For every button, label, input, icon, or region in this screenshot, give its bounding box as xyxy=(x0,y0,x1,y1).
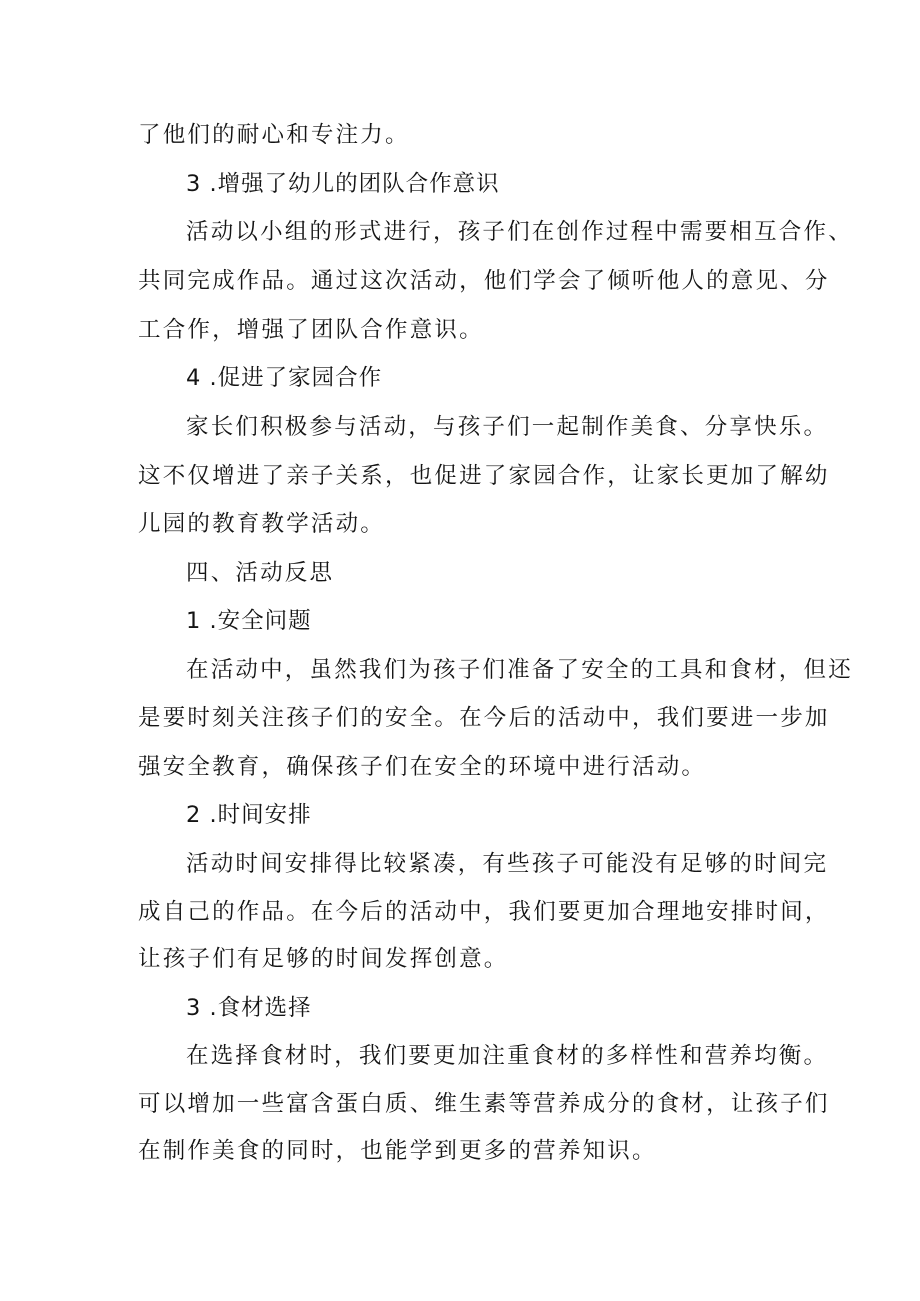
chapter-heading: 四、活动反思 xyxy=(186,560,335,586)
section-heading: 3 .食材选择 xyxy=(186,995,312,1021)
paragraph-line: 活动时间安排得比较紧凑，有些孩子可能没有足够的时间完 xyxy=(186,851,829,877)
paragraph-line: 可以增加一些富含蛋白质、维生素等营养成分的食材，让孩子们 xyxy=(138,1091,830,1117)
paragraph-line: 让孩子们有足够的时间发挥创意。 xyxy=(138,946,509,972)
paragraph-line: 在选择食材时，我们要更加注重食材的多样性和营养均衡。 xyxy=(186,1043,829,1069)
section-heading: 2 .时间安排 xyxy=(186,802,312,828)
paragraph-line: 是要时刻关注孩子们的安全。在今后的活动中，我们要进一步加 xyxy=(138,705,830,731)
paragraph-line: 成自己的作品。在今后的活动中，我们要更加合理地安排时间， xyxy=(138,899,830,925)
section-heading: 3 .增强了幼儿的团队合作意识 xyxy=(186,171,500,197)
paragraph-line: 在活动中，虽然我们为孩子们准备了安全的工具和食材，但还 xyxy=(186,657,853,683)
paragraph-line: 儿园的教育教学活动。 xyxy=(138,511,386,537)
paragraph-line: 了他们的耐心和专注力。 xyxy=(138,122,410,148)
paragraph-line: 在制作美食的同时，也能学到更多的营养知识。 xyxy=(138,1138,657,1164)
paragraph-line: 这不仅增进了亲子关系，也促进了家园合作，让家长更加了解幼 xyxy=(138,463,830,489)
paragraph-line: 活动以小组的形式进行，孩子们在创作过程中需要相互合作、 xyxy=(186,219,853,245)
paragraph-line: 家长们积极参与活动，与孩子们一起制作美食、分享快乐。 xyxy=(186,414,829,440)
paragraph-line: 工合作，增强了团队合作意识。 xyxy=(138,317,484,343)
section-heading: 1 .安全问题 xyxy=(186,608,312,634)
paragraph-line: 共同完成作品。通过这次活动，他们学会了倾听他人的意见、分 xyxy=(138,268,830,294)
paragraph-line: 强安全教育，确保孩子们在安全的环境中进行活动。 xyxy=(138,754,707,780)
section-heading: 4 .促进了家园合作 xyxy=(186,365,383,391)
